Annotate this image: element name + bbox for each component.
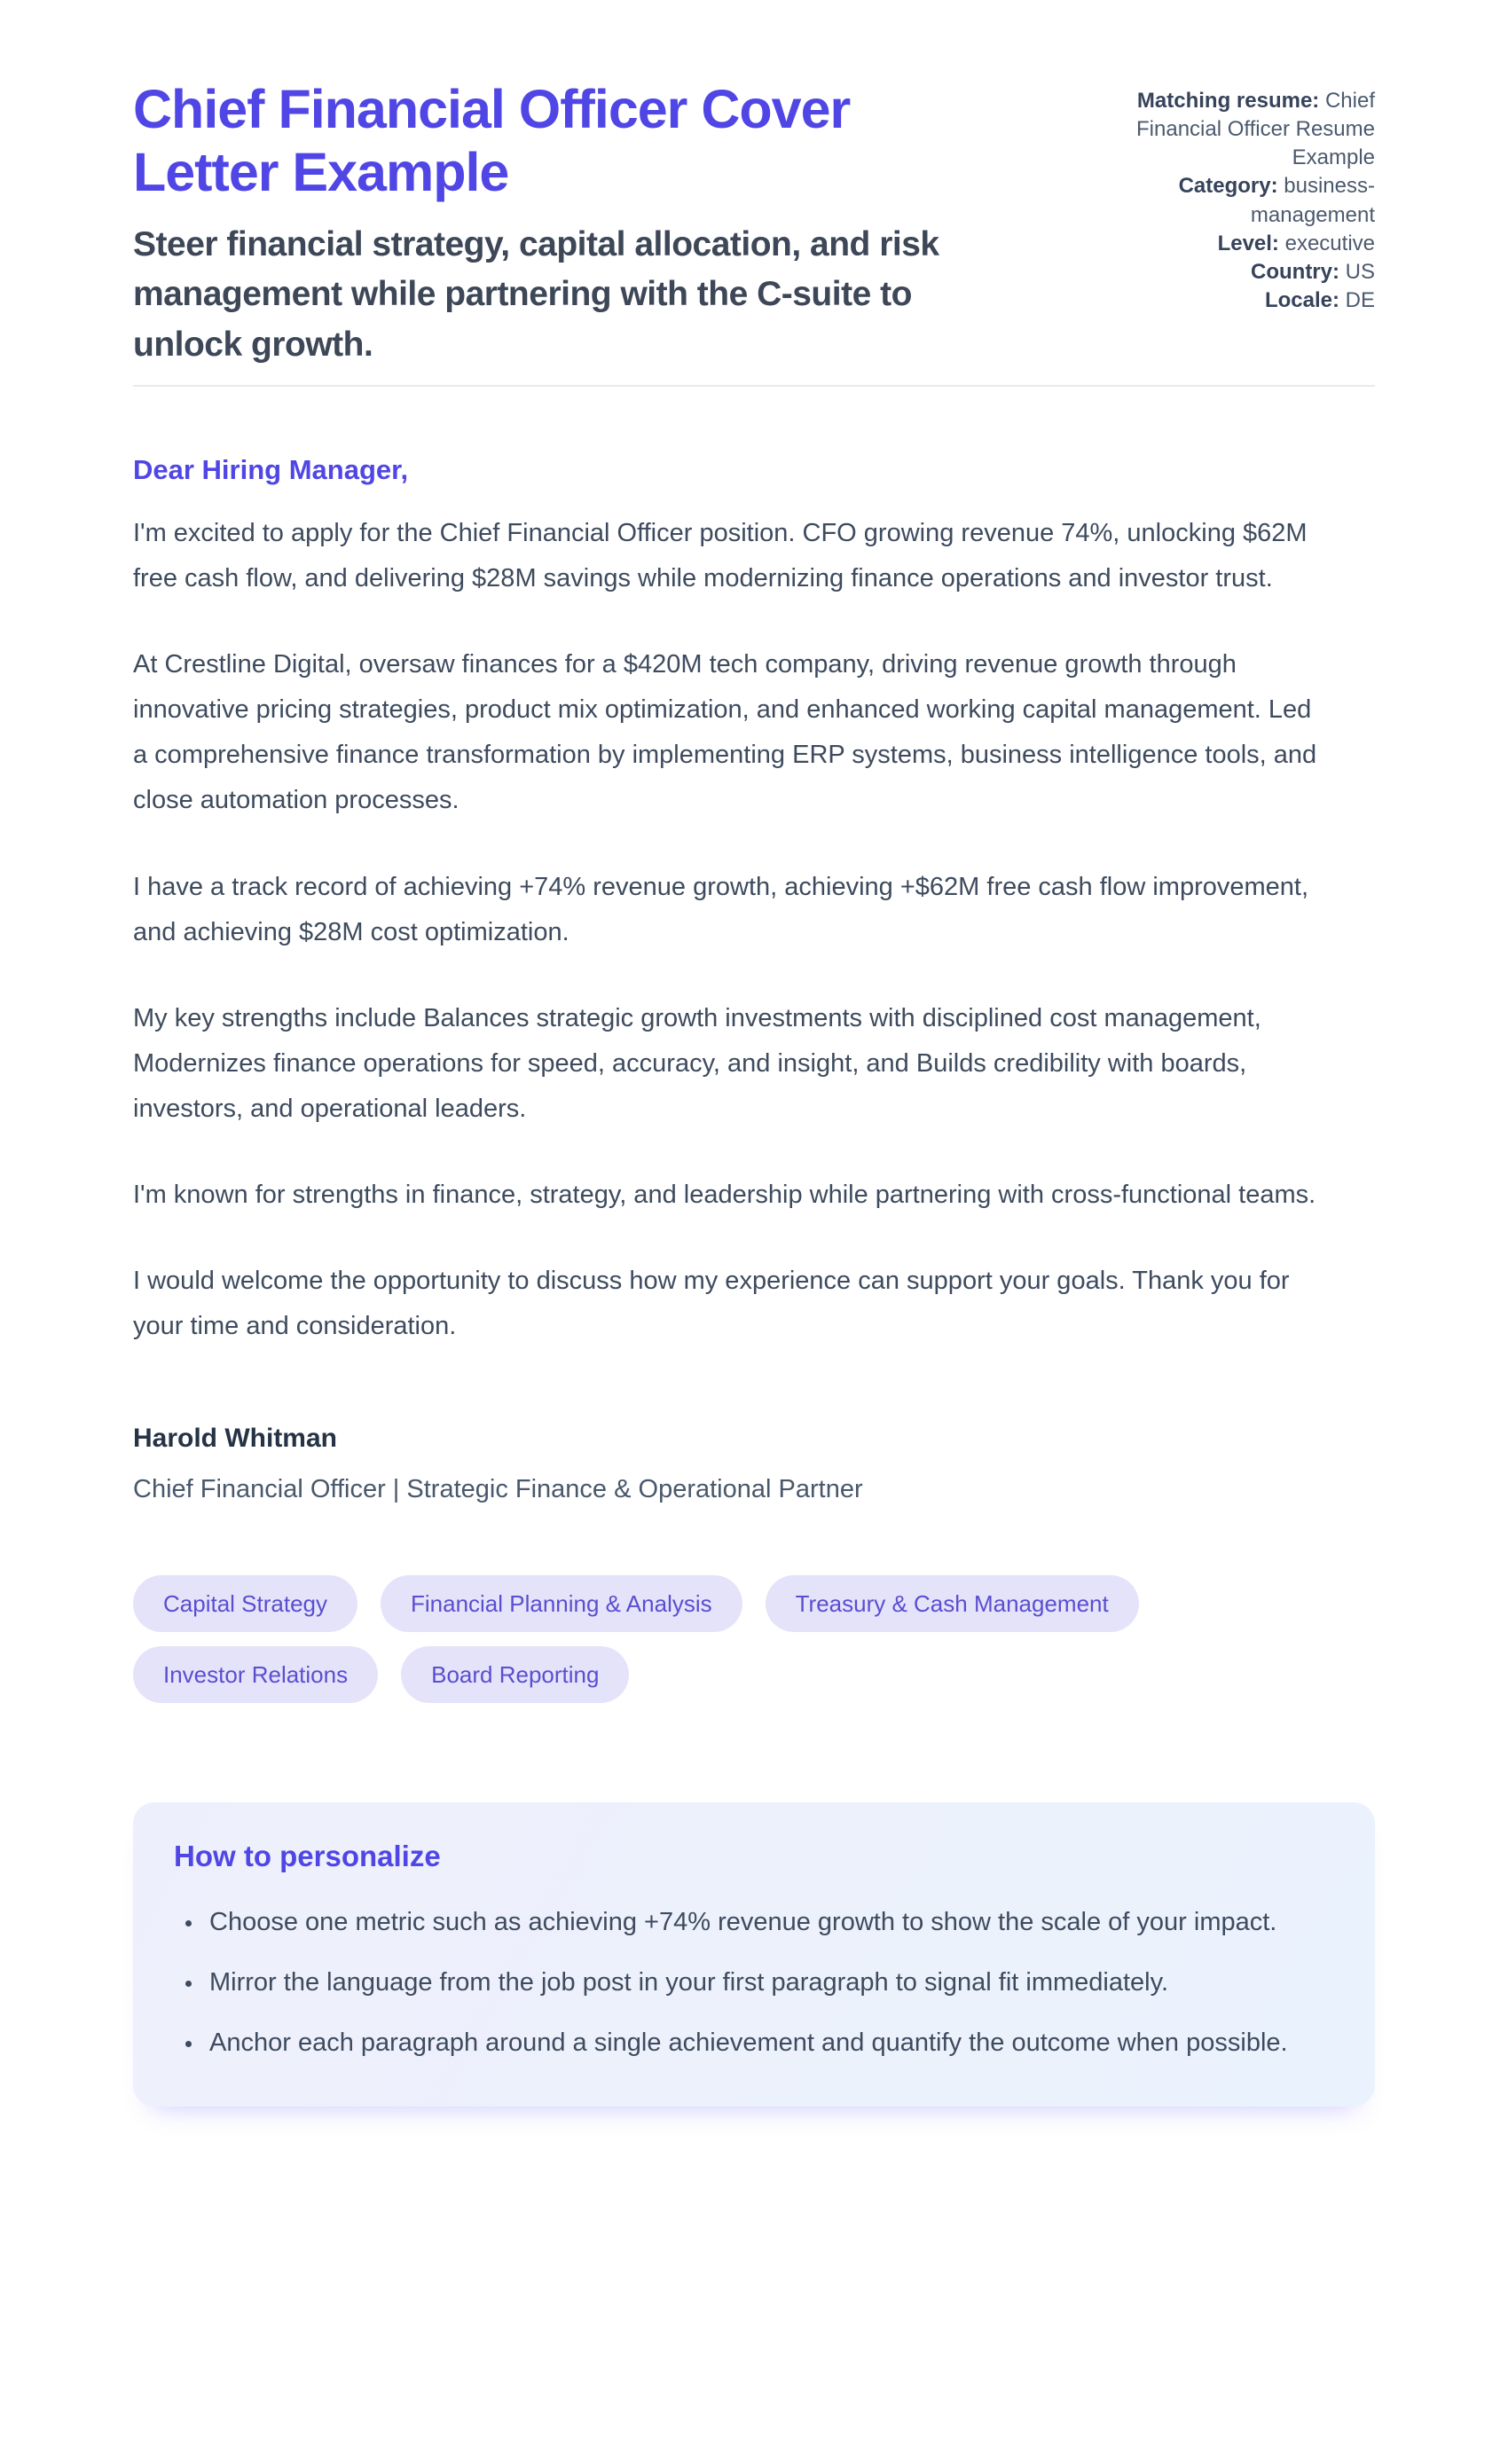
letter-paragraph-6: I would welcome the opportunity to discuss how my experience can support your goals. Thank you for your time and consideration. xyxy=(133,1266,1290,1340)
tip-item-3: • Anchor each paragraph around a single achievement and quantify the outcome when possible. xyxy=(204,2021,1309,2066)
letter-paragraph-1: I'm excited to apply for the Chief Financial Officer position. CFO growing revenue 74%, unlocking $62M free cash flow, and delivering $28M savings while modernizing finance operations and investor trust. xyxy=(133,519,1308,593)
meta-level-label: Level: xyxy=(1217,231,1279,255)
tip-item-2: • Mirror the language from the job post in your first paragraph to signal fit immediately. xyxy=(204,1960,1309,2005)
letter-paragraph-4: My key strengths include Balances strategic growth investments with disciplined cost management, Modernizes finance operations for speed, accuracy, and insight, and Builds credibility with boards, investors, and operational leaders. xyxy=(133,1003,1261,1123)
meta-matching-resume xyxy=(1078,87,1375,172)
meta-level xyxy=(1078,230,1375,258)
signature-name: Harold Whitman xyxy=(133,1423,337,1453)
tag-board-reporting[interactable]: Board Reporting xyxy=(401,1646,629,1703)
meta-category xyxy=(1078,172,1375,229)
signature-title: Chief Financial Officer | Strategic Finance & Operational Partner xyxy=(133,1474,863,1503)
meta-matching-resume-label: Matching resume: xyxy=(1136,89,1320,113)
tip-item-1: • Choose one metric such as achieving +74% revenue growth to show the scale of your impact. xyxy=(204,1900,1309,1945)
tag-capital-strategy[interactable]: Capital Strategy xyxy=(133,1575,357,1632)
letter-paragraph-3: I have a track record of achieving +74% revenue growth, achieving +$62M free cash flow improvement, and achieving $28M cost optimization. xyxy=(133,872,1309,946)
tips-list xyxy=(174,1900,1329,2066)
page-title: Chief Financial Officer Cover Letter Example xyxy=(133,79,851,202)
how-to-personalize-card xyxy=(133,1802,1375,2107)
meta-category-value: business-management xyxy=(1250,174,1375,227)
bottom-whitespace xyxy=(133,2107,1375,2192)
meta-locale xyxy=(1078,286,1375,315)
header-title-block xyxy=(133,78,1042,371)
meta-locale-label: Locale: xyxy=(1264,288,1339,313)
meta-category-label: Category: xyxy=(1178,174,1278,199)
meta-locale-value: DE xyxy=(1345,288,1375,313)
meta-country-label: Country: xyxy=(1251,259,1339,284)
meta-level-value: executive xyxy=(1284,231,1375,255)
tag-treasury-cash-management[interactable]: Treasury & Cash Management xyxy=(766,1575,1139,1632)
letter-paragraph-5: I'm known for strengths in finance, strategy, and leadership while partnering with cross-functional teams. xyxy=(133,1180,1316,1209)
letter-paragraph-2: At Crestline Digital, oversaw finances for a $420M tech company, driving revenue growth through innovative pricing strategies, product mix optimization, and enhanced working capital management. Led a comprehensive finance transformation by implementing ERP systems, business intelligence tools, and close automation processes. xyxy=(133,650,1317,815)
page-subtitle: Steer financial strategy, capital allocation, and risk management while partnering with the C-suite to unlock growth. xyxy=(133,224,939,365)
tips-heading: How to personalize xyxy=(174,1839,441,1872)
page-header xyxy=(133,78,1375,371)
cover-letter-page xyxy=(133,0,1375,2192)
meta-country-value: US xyxy=(1345,259,1375,284)
tag-financial-planning-analysis[interactable]: Financial Planning & Analysis xyxy=(381,1575,742,1632)
skill-tags xyxy=(133,1575,1375,1703)
letter-body xyxy=(133,454,1375,2192)
resume-meta-panel xyxy=(1078,78,1375,315)
tag-investor-relations[interactable]: Investor Relations xyxy=(133,1646,378,1703)
letter-salutation: Dear Hiring Manager, xyxy=(133,454,409,486)
meta-matching-resume-value: Chief Financial Officer Resume Example xyxy=(1136,89,1375,170)
meta-country xyxy=(1078,258,1375,286)
header-divider xyxy=(133,385,1375,387)
